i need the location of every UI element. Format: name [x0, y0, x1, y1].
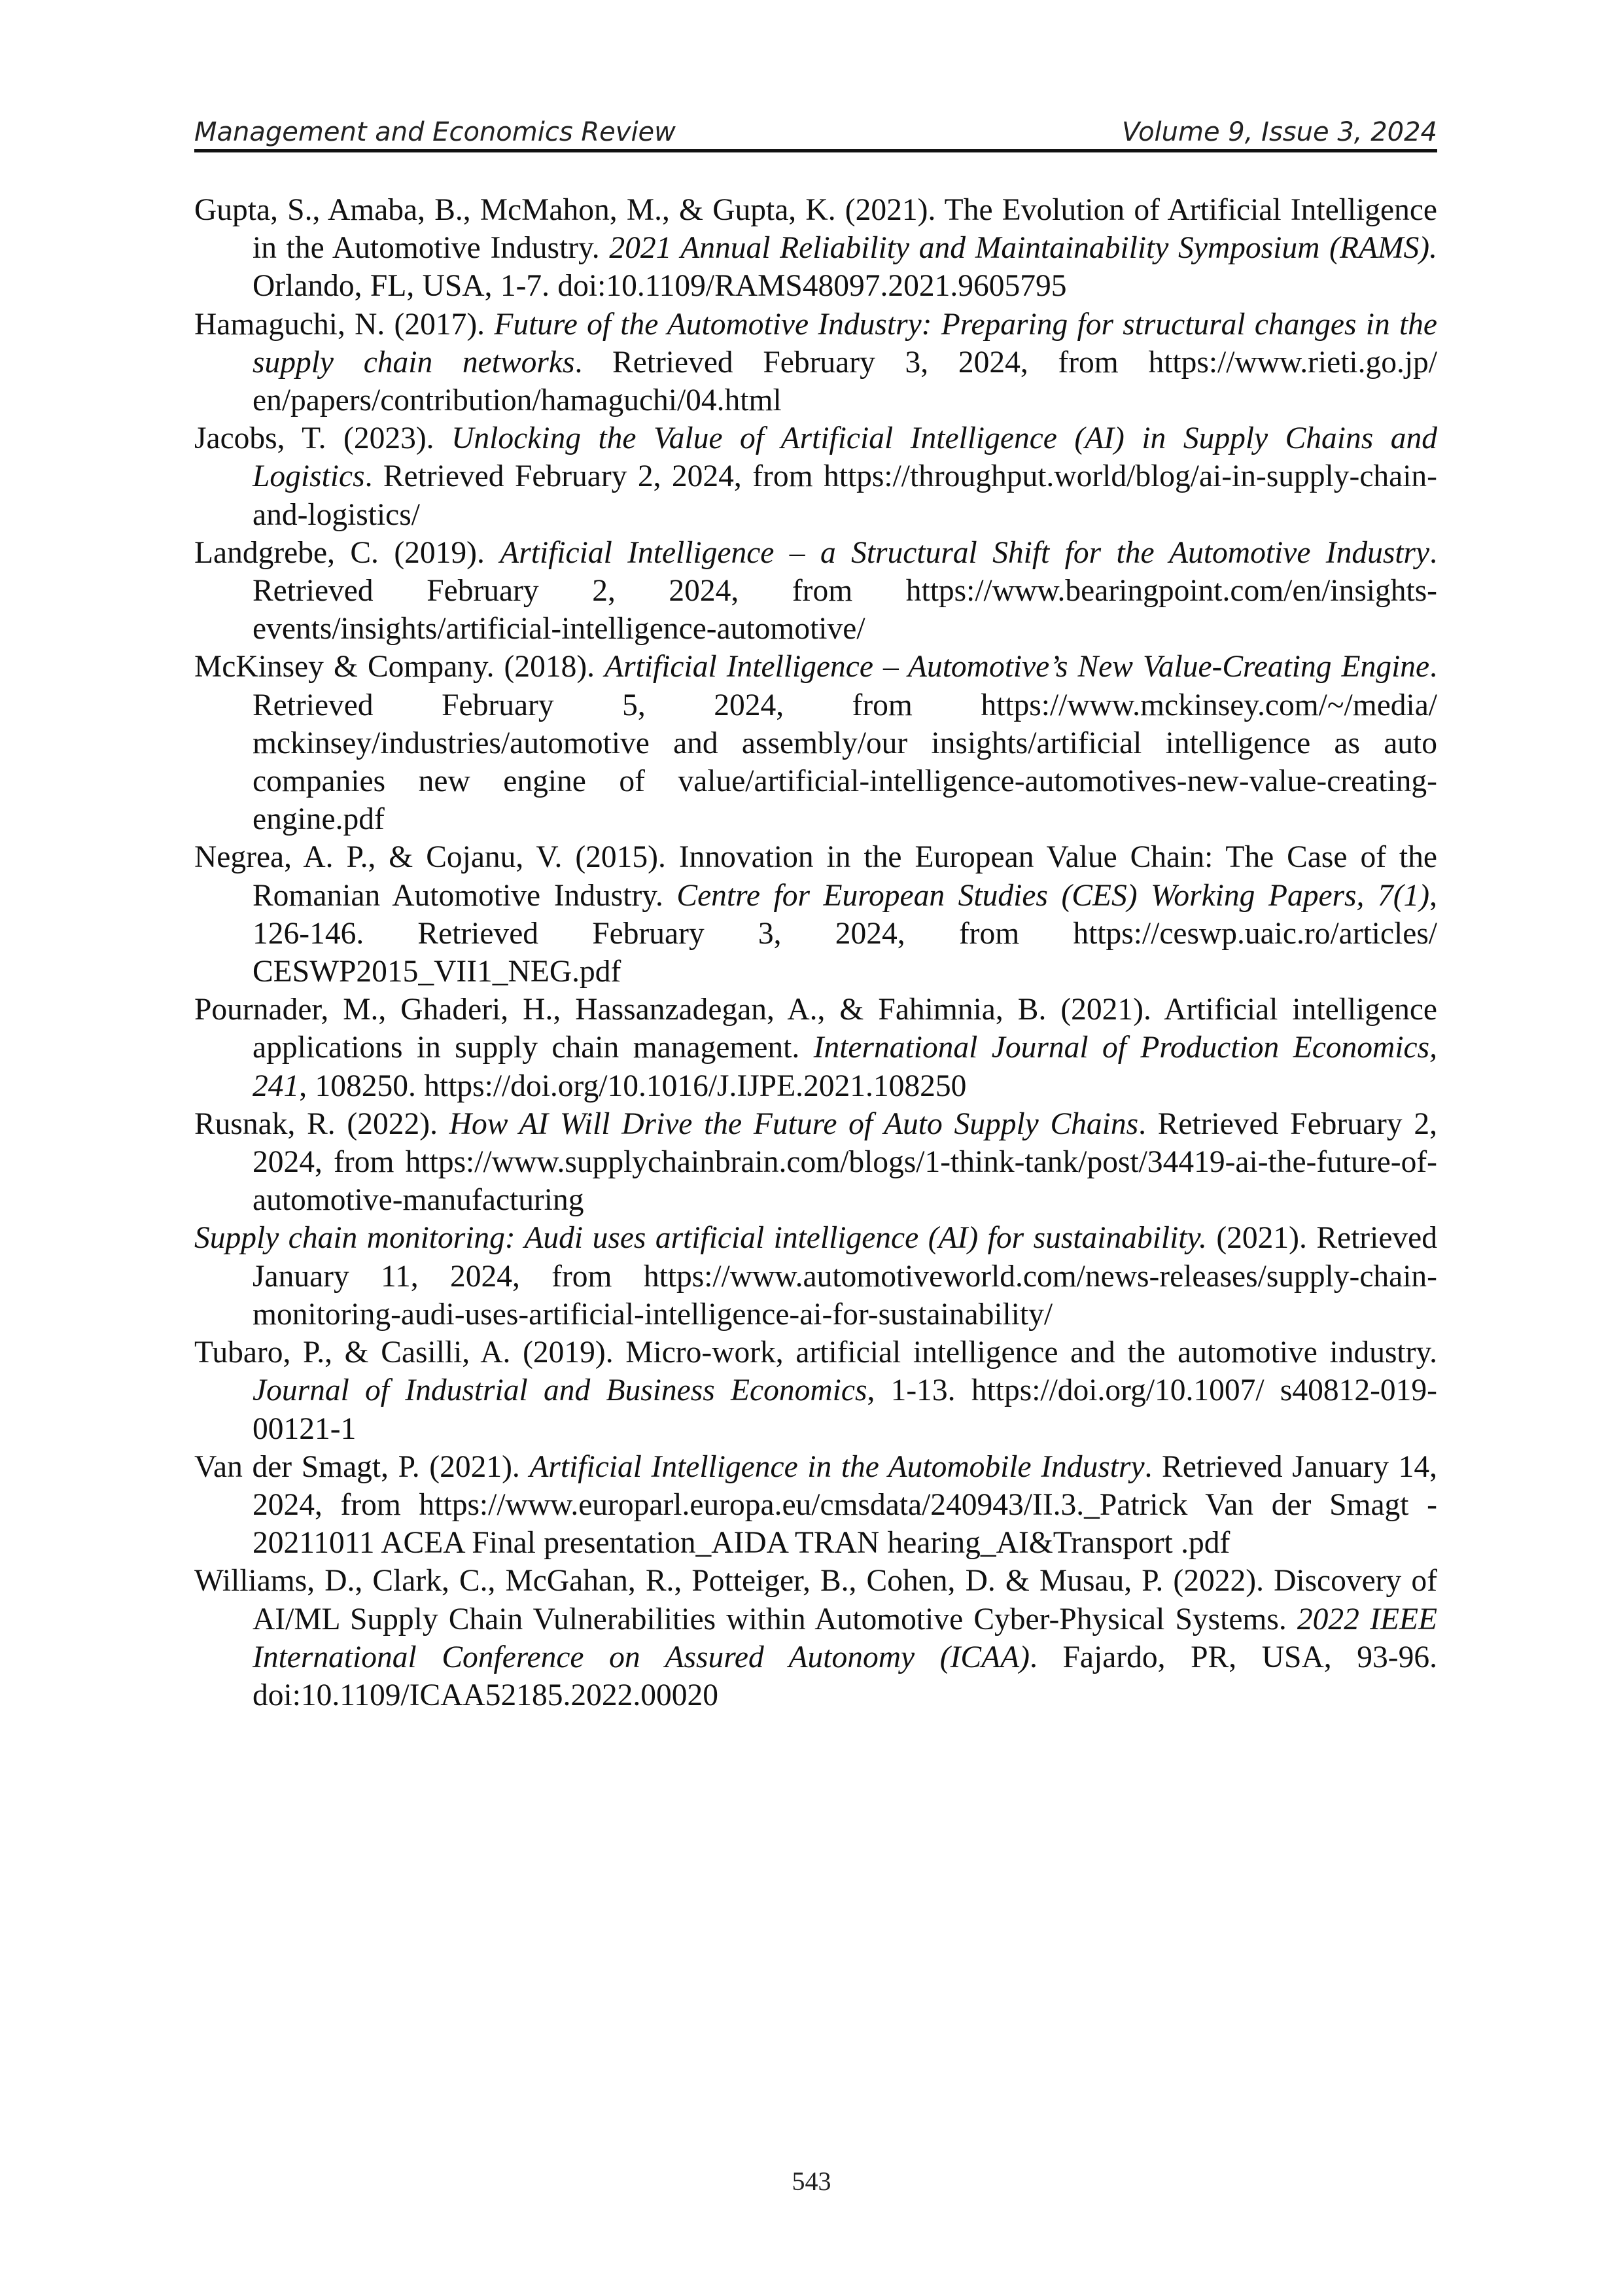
reference-details: Orlando, FL, USA, 1-7. doi:10.1109/RAMS48097.2021.9605795 [253, 269, 1067, 304]
reference-text: Gupta, S., Amaba, B., McMahon, M., & Gupta, K. (2021). The Evolution of Artificial Intelligence in the Automotive Industry. [194, 193, 1437, 266]
reference-source-italic: Centre for European Studies (CES) Working Papers, 7(1) [676, 878, 1430, 913]
reference-text: Van der Smagt, P. (2021). [194, 1449, 530, 1484]
reference-entry [194, 1448, 1437, 1563]
reference-entry [194, 306, 1437, 420]
reference-entry [194, 1562, 1437, 1714]
reference-entry [194, 419, 1437, 534]
reference-source-italic: Unlocking the Value of Artificial Intelligence (AI) in Supply Chains and Logistics [253, 421, 1437, 494]
reference-list [194, 191, 1437, 1714]
reference-details: , 1-13. https://doi.org/10.1007/ s40812-019-00121-1 [253, 1373, 1437, 1446]
reference-details: , 126-146. Retrieved February 3, 2024, from https://ceswp.uaic.ro/articles/ CESWP2015_VII1_NEG.pdf [253, 878, 1437, 989]
reference-entry [194, 838, 1437, 991]
reference-source-italic: Artificial Intelligence – a Structural Shift for the Automotive Industry [500, 535, 1430, 570]
reference-entry [194, 191, 1437, 306]
reference-details: . Retrieved February 2, 2024, from https://www.bearingpoint.com/en/insights-events/insights/artificial-intelligence-automotive/ [253, 535, 1438, 646]
reference-details: . Retrieved February 2, 2024, from https://www.supplychainbrain.com/blogs/1-think-tank/post/34419-ai-the-future-of-automotive-manufacturing [253, 1106, 1437, 1218]
reference-entry [194, 1219, 1437, 1333]
reference-entry [194, 991, 1437, 1105]
journal-title: Management and Economics Review [194, 117, 676, 147]
reference-text: Tubaro, P., & Casilli, A. (2019). Micro-work, artificial intelligence and the automotive industry. [194, 1335, 1437, 1370]
reference-details: . Retrieved February 5, 2024, from https://www.mckinsey.com/~/media/ mckinsey/industries/automotive and assembly/our insights/artificial intelligence as auto companies new engine of value/artificial-intelligence-automotives-new-value-creating-engine.pdf [253, 650, 1437, 837]
reference-source-italic: International Journal of Production Economics, 241 [253, 1031, 1437, 1103]
reference-details: . Retrieved February 2, 2024, from https://throughput.world/blog/ai-in-supply-chain-and-logistics/ [253, 459, 1437, 532]
reference-source-italic: 2021 Annual Reliability and Maintainability Symposium (RAMS). [609, 231, 1437, 266]
reference-entry [194, 534, 1437, 648]
reference-entry [194, 648, 1437, 838]
reference-text: Rusnak, R. (2022). [194, 1106, 449, 1141]
reference-source-italic: Artificial Intelligence – Automotive’s New Value-Creating Engine [604, 650, 1430, 684]
reference-source-italic: How AI Will Drive the Future of Auto Supply Chains [449, 1106, 1139, 1141]
reference-source-italic: Journal of Industrial and Business Economics [253, 1373, 867, 1408]
reference-details: . Fajardo, PR, USA, 93-96. doi:10.1109/ICAA52185.2022.00020 [253, 1640, 1437, 1712]
reference-source-italic: Supply chain monitoring: Audi uses artificial intelligence (AI) for sustainability. [194, 1221, 1207, 1256]
page-number: 543 [792, 2166, 831, 2196]
reference-details: , 108250. https://doi.org/10.1016/J.IJPE.2021.108250 [299, 1069, 967, 1103]
reference-source-italic: Artificial Intelligence in the Automobile Industry [529, 1449, 1145, 1484]
reference-text: McKinsey & Company. (2018). [194, 650, 605, 684]
reference-text: Landgrebe, C. (2019). [194, 535, 500, 570]
reference-entry [194, 1105, 1437, 1220]
reference-entry [194, 1333, 1437, 1448]
reference-text: Pournader, M., Ghaderi, H., Hassanzadegan, A., & Fahimnia, B. (2021). Artificial intelligence applications in supply chain management. [194, 993, 1437, 1065]
running-header [194, 115, 1437, 152]
reference-text: Jacobs, T. (2023). [194, 421, 452, 456]
reference-text: Negrea, A. P., & Cojanu, V. (2015). Innovation in the European Value Chain: The Case of the Romanian Automotive Industry. [194, 840, 1437, 913]
reference-details: . Retrieved January 14, 2024, from https://www.europarl.europa.eu/cmsdata/240943/II.3._Patrick Van der Smagt - 20211011 ACEA Final presentation_AIDA TRAN hearing_AI&Transport .pdf [253, 1449, 1437, 1561]
reference-text: Williams, D., Clark, C., McGahan, R., Potteiger, B., Cohen, D. & Musau, P. (2022). Discovery of AI/ML Supply Chain Vulnerabilities within Automotive Cyber-Physical Systems. [194, 1564, 1437, 1636]
reference-details: (2021). Retrieved January 11, 2024, from https://www.automotiveworld.com/news-releases/supply-chain-monitoring-audi-uses-artificial-intelligence-ai-for-sustainability/ [253, 1221, 1437, 1332]
volume-issue: Volume 9, Issue 3, 2024 [1122, 117, 1437, 147]
reference-source-italic: 2022 IEEE International Conference on Assured Autonomy (ICAA) [253, 1602, 1437, 1674]
reference-details: . Retrieved February 3, 2024, from https://www.rieti.go.jp/ en/papers/contribution/hamaguchi/04.html [253, 345, 1437, 418]
reference-text: Hamaguchi, N. (2017). [194, 307, 495, 342]
reference-source-italic: Future of the Automotive Industry: Preparing for structural changes in the supply chain networks [253, 307, 1437, 380]
